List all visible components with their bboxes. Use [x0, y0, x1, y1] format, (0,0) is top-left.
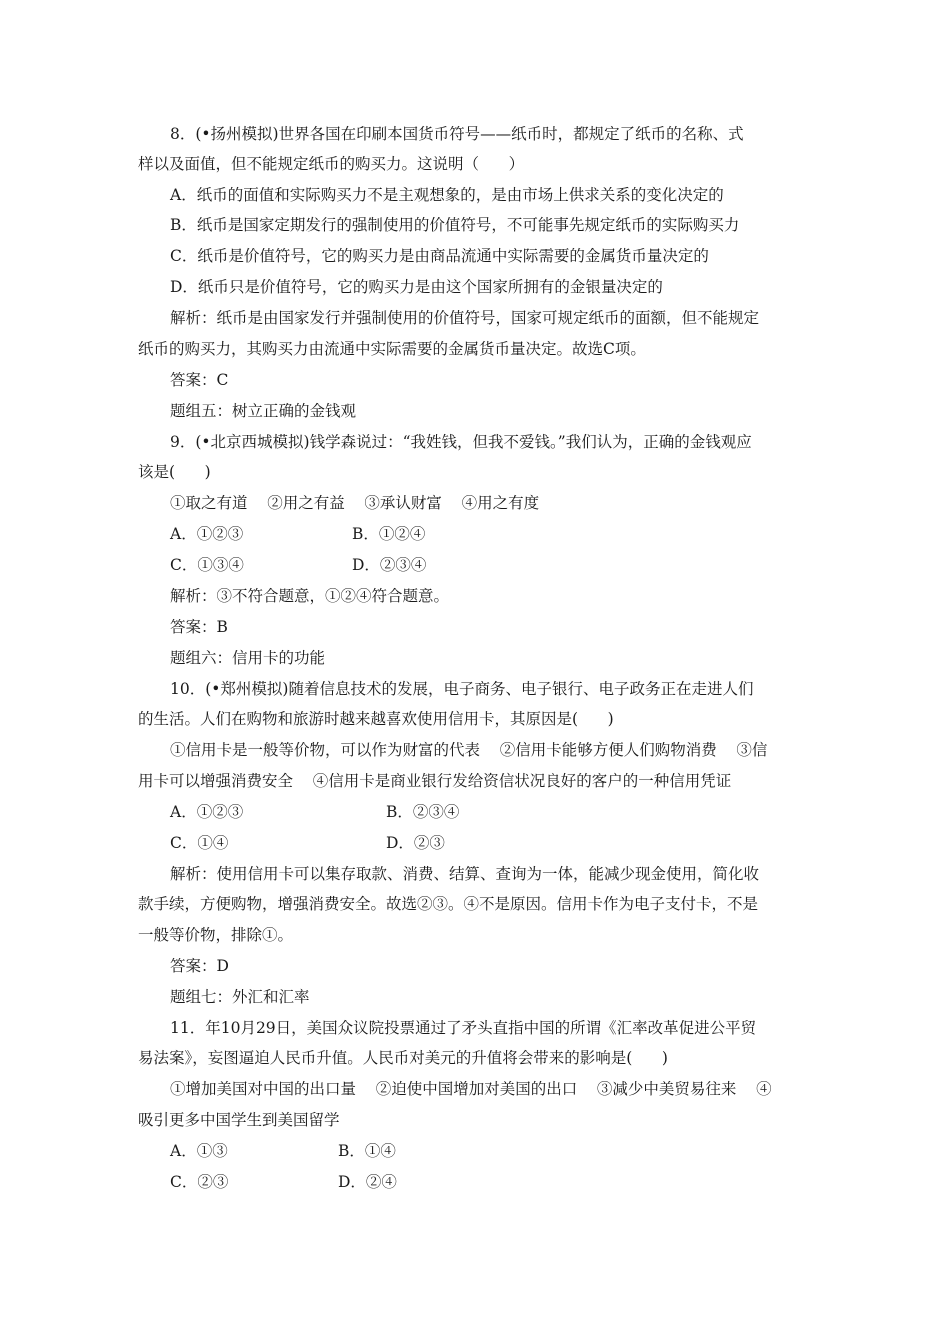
q11-items-line-2: 吸引更多中国学生到美国留学: [138, 1111, 340, 1129]
q8-stem-line-1: 8．(•扬州模拟)世界各国在印刷本国货币符号——纸币时，都规定了纸币的名称、式: [170, 125, 744, 143]
q8-option-a: A．纸币的面值和实际购买力不是主观想象的，是由市场上供求关系的变化决定的: [170, 186, 724, 204]
q10-items-line-1: ①信用卡是一般等价物，可以作为财富的代表 ②信用卡能够方便人们购物消费 ③信: [170, 741, 768, 759]
q10-items-line-2: 用卡可以增强消费安全 ④信用卡是商业银行发给资信状况良好的客户的一种信用凭证: [138, 772, 732, 790]
q10-option-d: D．②③: [386, 834, 445, 852]
q9-stem-line-1: 9．(•北京西城模拟)钱学森说过：“我姓钱，但我不爱钱。”我们认为，正确的金钱观应: [170, 433, 752, 451]
q9-stem-line-2: 该是( ): [138, 463, 211, 481]
group6-heading: 题组六：信用卡的功能: [170, 649, 326, 667]
q11-items-line-1: ①增加美国对中国的出口量 ②迫使中国增加对美国的出口 ③减少中美贸易往来 ④: [170, 1080, 772, 1098]
group7-heading: 题组七：外汇和汇率: [170, 988, 310, 1006]
q9-analysis: 解析：③不符合题意，①②④符合题意。: [170, 587, 450, 605]
q8-stem-line-2: 样以及面值，但不能规定纸币的购买力。这说明（ ）: [138, 155, 525, 173]
q10-analysis-line-1: 解析：使用信用卡可以集存取款、消费、结算、查询为一体，能减少现金使用，简化收: [170, 865, 760, 883]
q8-analysis-line-1: 解析：纸币是由国家发行并强制使用的价值符号，国家可规定纸币的面额，但不能规定: [170, 309, 760, 327]
q11-option-a: A．①③: [170, 1142, 228, 1160]
group5-heading: 题组五：树立正确的金钱观: [170, 402, 357, 420]
q10-analysis-line-2: 款手续，方便购物，增强消费安全。故选②③。④不是原因。信用卡作为电子支付卡，不是: [138, 895, 759, 913]
q9-option-d: D．②③④: [352, 556, 427, 574]
q9-items: ①取之有道 ②用之有益 ③承认财富 ④用之有度: [170, 494, 540, 512]
q10-option-c: C．①④: [170, 834, 229, 852]
q10-stem-line-1: 10．(•郑州模拟)随着信息技术的发展，电子商务、电子银行、电子政务正在走进人们: [170, 680, 754, 698]
q10-option-b: B．②③④: [386, 803, 460, 821]
q11-option-d: D．②④: [338, 1173, 397, 1191]
q10-answer: 答案：D: [170, 957, 229, 975]
q10-stem-line-2: 的生活。人们在购物和旅游时越来越喜欢使用信用卡，其原因是( ): [138, 710, 614, 728]
q11-option-b: B．①④: [338, 1142, 396, 1160]
q8-answer: 答案：C: [170, 371, 229, 389]
q8-option-c: C．纸币是价值符号，它的购买力是由商品流通中实际需要的金属货币量决定的: [170, 247, 709, 265]
q8-option-d: D．纸币只是价值符号，它的购买力是由这个国家所拥有的金银量决定的: [170, 278, 663, 296]
q11-option-c: C．②③: [170, 1173, 229, 1191]
q9-answer: 答案：B: [170, 618, 228, 636]
q11-stem-line-2: 易法案》，妄图逼迫人民币升值。人民币对美元的升值将会带来的影响是( ): [138, 1049, 668, 1067]
q8-analysis-line-2: 纸币的购买力，其购买力由流通中实际需要的金属货币量决定。故选C项。: [138, 340, 646, 358]
q8-option-b: B．纸币是国家定期发行的强制使用的价值符号，不可能事先规定纸币的实际购买力: [170, 216, 740, 234]
q9-option-c: C．①③④: [170, 556, 244, 574]
q9-option-a: A．①②③: [170, 525, 244, 543]
q11-stem-line-1: 11．年10月29日，美国众议院投票通过了矛头直指中国的所谓《汇率改革促进公平贸: [170, 1019, 757, 1037]
q10-option-a: A．①②③: [170, 803, 244, 821]
q9-option-b: B．①②④: [352, 525, 426, 543]
q10-analysis-line-3: 一般等价物，排除①。: [138, 926, 294, 944]
